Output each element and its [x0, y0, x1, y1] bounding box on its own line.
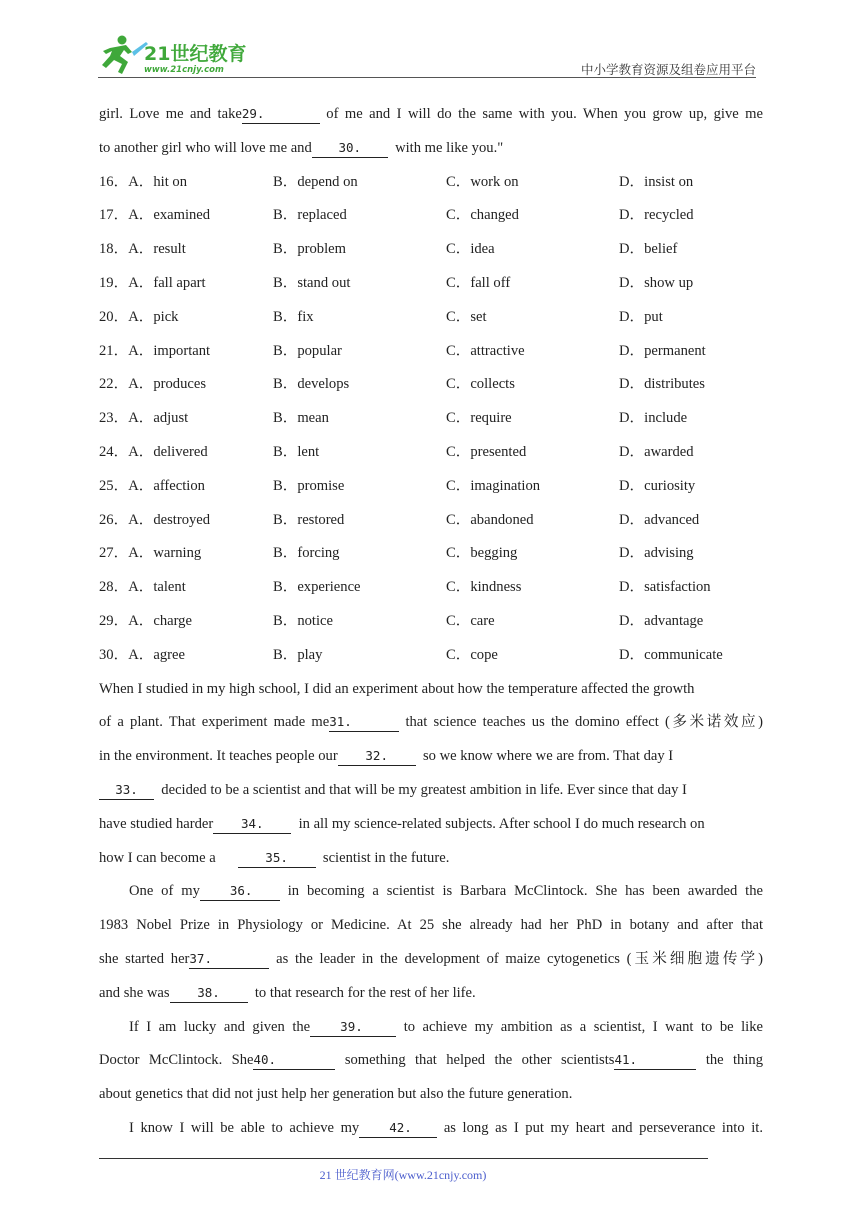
blank-39[interactable]: 39. [310, 1018, 396, 1037]
option-c[interactable]: C．abandoned [446, 511, 534, 528]
option-c[interactable]: C．set [446, 308, 487, 325]
option-a: 20．A．pick [99, 308, 179, 325]
option-d[interactable]: D．communicate [619, 646, 723, 663]
option-a: 21．A．important [99, 342, 211, 359]
option-a: 23．A．adjust [99, 410, 189, 427]
option-row-24 [99, 436, 763, 470]
blank-35[interactable]: 35. [238, 849, 316, 868]
blank-36[interactable]: 36. [200, 882, 280, 901]
option-a: 28．A．talent [99, 579, 186, 596]
options-list [99, 166, 763, 673]
intro-line-1: girl. Love me and take29. of me and I will do the same with you. When you grow up, give me [99, 106, 763, 122]
option-row-16 [99, 166, 763, 200]
option-b[interactable]: B．stand out [273, 274, 351, 291]
option-b[interactable]: B．popular [273, 342, 342, 359]
option-d[interactable]: D．show up [619, 274, 694, 291]
passage-line: I know I will be able to achieve my 42. as long as I put my heart and perseverance into it. [129, 1119, 763, 1136]
option-a: 27．A．warning [99, 545, 202, 562]
option-a: 26．A．destroyed [99, 511, 211, 528]
blank-33[interactable]: 33. [99, 781, 154, 800]
blank-40[interactable]: 40. [253, 1051, 335, 1070]
option-b[interactable]: B．lent [273, 443, 320, 460]
option-c[interactable]: C．presented [446, 443, 527, 460]
passage-line: how I can become a 35. scientist in the future. [99, 849, 450, 866]
option-row-27 [99, 537, 763, 571]
blank-38[interactable]: 38. [170, 984, 248, 1003]
passage-line: When I studied in my high school, I did an experiment about how the temperature affected the growth [99, 680, 695, 697]
option-c[interactable]: C．attractive [446, 342, 525, 359]
option-a: 30．A．agree [99, 646, 185, 663]
blank-41[interactable]: 41. [614, 1051, 696, 1070]
option-a: 19．A．fall apart [99, 274, 206, 291]
option-a: 24．A．delivered [99, 443, 208, 460]
header-platform-name: 中小学教育资源及组卷应用平台 [580, 62, 756, 77]
blank-31[interactable]: 31. [329, 713, 399, 732]
blank-30[interactable]: 30. [312, 139, 388, 158]
passage-line: of a plant. That experiment made me31. that science teaches us the domino effect (多米诺效应) [99, 714, 763, 731]
option-b[interactable]: B．promise [273, 477, 345, 494]
option-b[interactable]: B．experience [273, 579, 361, 596]
option-c[interactable]: C．changed [446, 207, 519, 224]
intro-line-2: to another girl who will love me and 30. with me like you." [99, 139, 504, 156]
option-d[interactable]: D．advantage [619, 612, 704, 629]
option-a: 29．A．charge [99, 612, 192, 629]
option-a: 18．A．result [99, 241, 186, 258]
passage-line: about genetics that did not just help her generation but also the future generation. [99, 1086, 573, 1103]
blank-32[interactable]: 32. [338, 747, 416, 766]
passage-line: 1983 Nobel Prize in Physiology or Medicine. At 25 she already had her PhD in botany and after that [99, 917, 763, 934]
passage-line: If I am lucky and given the 39. to achieve my ambition as a scientist, I want to be like [129, 1018, 763, 1035]
runner-icon [102, 36, 148, 75]
option-a: 25．A．affection [99, 477, 205, 494]
blank-37[interactable]: 37. [189, 950, 269, 969]
option-b[interactable]: B．restored [273, 511, 345, 528]
logo-url: www.21cnjy.com [144, 65, 224, 75]
option-row-25 [99, 470, 763, 504]
option-c[interactable]: C．kindness [446, 579, 522, 596]
option-row-20 [99, 301, 763, 335]
option-b[interactable]: B．depend on [273, 173, 358, 190]
option-a: 22．A．produces [99, 376, 207, 393]
option-row-21 [99, 335, 763, 369]
option-d[interactable]: D．recycled [619, 207, 694, 224]
blank-34[interactable]: 34. [213, 815, 291, 834]
option-c[interactable]: C．work on [446, 173, 519, 190]
option-c[interactable]: C．care [446, 612, 495, 629]
option-c[interactable]: C．cope [446, 646, 498, 663]
option-c[interactable]: C．require [446, 410, 512, 427]
document-body [99, 98, 763, 1146]
option-c[interactable]: C．fall off [446, 274, 511, 291]
option-row-26 [99, 504, 763, 538]
option-c[interactable]: C．collects [446, 376, 515, 393]
option-d[interactable]: D．curiosity [619, 477, 696, 494]
option-row-17 [99, 199, 763, 233]
option-b[interactable]: B．fix [273, 308, 314, 325]
site-logo [92, 34, 262, 78]
blank-29[interactable]: 29. [242, 105, 320, 124]
passage-line: One of my 36. in becoming a scientist is Barbara McClintock. She has been awarded the [129, 883, 763, 900]
option-c[interactable]: C．begging [446, 545, 518, 562]
option-b[interactable]: B．mean [273, 410, 329, 427]
cloze-passage [99, 673, 763, 1146]
passage-line: in the environment. It teaches people our 32. so we know where we are from. That day I [99, 748, 674, 765]
option-d[interactable]: D．insist on [619, 173, 694, 190]
option-row-29 [99, 605, 763, 639]
option-d[interactable]: D．satisfaction [619, 579, 711, 596]
passage-line: 33. decided to be a scientist and that will be my greatest ambition in life. Ever since that day I [99, 774, 763, 808]
option-row-23 [99, 402, 763, 436]
logo-text: 21世纪教育 [144, 43, 247, 65]
option-b[interactable]: B．problem [273, 241, 346, 258]
option-d[interactable]: D．belief [619, 241, 678, 258]
option-d[interactable]: D．advanced [619, 511, 700, 528]
option-row-28 [99, 571, 763, 605]
footer-divider [99, 1158, 708, 1159]
footer-source: 21 世纪教育网(www.21cnjy.com) [319, 1168, 487, 1182]
option-d[interactable]: D．advising [619, 545, 694, 562]
option-row-22 [99, 368, 763, 402]
option-b[interactable]: B．develops [273, 376, 350, 393]
option-b[interactable]: B．replaced [273, 207, 347, 224]
header-divider [98, 77, 756, 78]
option-b[interactable]: B．notice [273, 612, 333, 629]
option-row-18 [99, 233, 763, 267]
option-row-30 [99, 639, 763, 673]
passage-line: have studied harder 34. in all my science-related subjects. After school I do much research on [99, 815, 705, 832]
option-d[interactable]: D．distributes [619, 376, 705, 393]
passage-line: Doctor McClintock. She40. something that helped the other scientists41. the thing [99, 1052, 763, 1069]
passage-line: and she was 38. to that research for the rest of her life. [99, 984, 476, 1001]
option-d[interactable]: D．include [619, 410, 688, 427]
option-row-19 [99, 267, 763, 301]
option-d[interactable]: D．put [619, 308, 663, 325]
passage-line: she started her37. as the leader in the development of maize cytogenetics (玉米细胞遗传学) [99, 950, 763, 967]
page-header [0, 0, 860, 80]
option-c[interactable]: C．imagination [446, 477, 541, 494]
option-b[interactable]: B．forcing [273, 545, 340, 562]
option-d[interactable]: D．awarded [619, 443, 694, 460]
blank-42[interactable]: 42. [359, 1119, 437, 1138]
option-b[interactable]: B．play [273, 646, 323, 663]
option-c[interactable]: C．idea [446, 241, 495, 258]
option-a: 16．A．hit on [99, 173, 187, 190]
option-d[interactable]: D．permanent [619, 342, 706, 359]
option-a: 17．A．examined [99, 207, 211, 224]
